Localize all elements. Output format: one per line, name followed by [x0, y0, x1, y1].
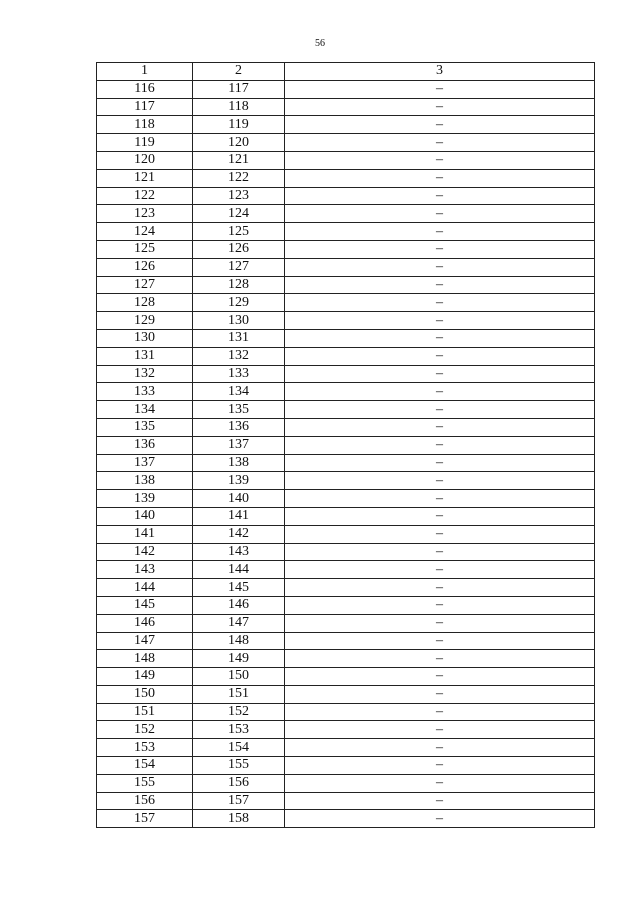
table-cell-col-1: 135 [97, 418, 193, 436]
table-cell-col-3: – [285, 525, 595, 543]
table-cell-col-3: – [285, 543, 595, 561]
table-cell-col-2: 131 [193, 329, 285, 347]
table-cell-col-3: – [285, 579, 595, 597]
table-row [97, 650, 595, 668]
column-header-2: 2 [193, 63, 285, 81]
table-cell-col-2: 145 [193, 579, 285, 597]
table-cell-col-2: 137 [193, 436, 285, 454]
table-cell-col-2: 138 [193, 454, 285, 472]
column-header-3: 3 [285, 63, 595, 81]
table-cell-col-3: – [285, 721, 595, 739]
table-row [97, 757, 595, 775]
table-cell-col-1: 130 [97, 329, 193, 347]
table-cell-col-1: 132 [97, 365, 193, 383]
table-cell-col-3: – [285, 810, 595, 828]
table-cell-col-2: 142 [193, 525, 285, 543]
table-cell-col-1: 133 [97, 383, 193, 401]
table-cell-col-1: 140 [97, 507, 193, 525]
table-row [97, 525, 595, 543]
table-row [97, 543, 595, 561]
table-cell-col-1: 146 [97, 614, 193, 632]
table-cell-col-2: 144 [193, 561, 285, 579]
table-cell-col-2: 122 [193, 169, 285, 187]
table-cell-col-1: 123 [97, 205, 193, 223]
table-row [97, 561, 595, 579]
data-table [96, 62, 595, 828]
table-cell-col-2: 156 [193, 774, 285, 792]
table-cell-col-3: – [285, 490, 595, 508]
table-cell-col-1: 117 [97, 98, 193, 116]
table-cell-col-1: 137 [97, 454, 193, 472]
table-cell-col-2: 120 [193, 134, 285, 152]
table-row [97, 792, 595, 810]
table-row [97, 703, 595, 721]
table-cell-col-1: 134 [97, 401, 193, 419]
table-cell-col-3: – [285, 240, 595, 258]
table-cell-col-1: 150 [97, 685, 193, 703]
table-row [97, 187, 595, 205]
column-header-1: 1 [97, 63, 193, 81]
table-cell-col-2: 158 [193, 810, 285, 828]
table-row [97, 614, 595, 632]
table-cell-col-3: – [285, 792, 595, 810]
table-row [97, 258, 595, 276]
table-cell-col-3: – [285, 312, 595, 330]
table-cell-col-1: 148 [97, 650, 193, 668]
table-cell-col-3: – [285, 205, 595, 223]
table-row [97, 418, 595, 436]
table-row [97, 347, 595, 365]
table-cell-col-2: 136 [193, 418, 285, 436]
table-cell-col-2: 155 [193, 757, 285, 775]
table-cell-col-3: – [285, 98, 595, 116]
table-cell-col-2: 143 [193, 543, 285, 561]
table-row [97, 774, 595, 792]
page-number: 56 [315, 38, 325, 49]
table-row [97, 329, 595, 347]
table-cell-col-2: 154 [193, 739, 285, 757]
table-cell-col-3: – [285, 739, 595, 757]
table-cell-col-3: – [285, 614, 595, 632]
table-cell-col-2: 147 [193, 614, 285, 632]
table-cell-col-2: 127 [193, 258, 285, 276]
table-cell-col-1: 151 [97, 703, 193, 721]
table-cell-col-2: 128 [193, 276, 285, 294]
table-row [97, 490, 595, 508]
table-row [97, 134, 595, 152]
table-cell-col-1: 136 [97, 436, 193, 454]
table-row [97, 223, 595, 241]
table-row [97, 436, 595, 454]
table-cell-col-1: 138 [97, 472, 193, 490]
table-cell-col-1: 122 [97, 187, 193, 205]
table-cell-col-3: – [285, 436, 595, 454]
table-cell-col-2: 153 [193, 721, 285, 739]
table-cell-col-2: 123 [193, 187, 285, 205]
table-row [97, 205, 595, 223]
table-cell-col-2: 146 [193, 596, 285, 614]
table-cell-col-3: – [285, 418, 595, 436]
table-cell-col-3: – [285, 223, 595, 241]
table-cell-col-2: 141 [193, 507, 285, 525]
table-cell-col-3: – [285, 632, 595, 650]
table-row [97, 685, 595, 703]
table-cell-col-1: 129 [97, 312, 193, 330]
table-cell-col-3: – [285, 757, 595, 775]
table-cell-col-3: – [285, 347, 595, 365]
table-row [97, 383, 595, 401]
table-cell-col-3: – [285, 454, 595, 472]
table-cell-col-3: – [285, 276, 595, 294]
table-cell-col-1: 157 [97, 810, 193, 828]
table-row [97, 739, 595, 757]
table-cell-col-1: 126 [97, 258, 193, 276]
table-row [97, 276, 595, 294]
table-row [97, 721, 595, 739]
table-cell-col-1: 116 [97, 80, 193, 98]
table-row [97, 579, 595, 597]
table-cell-col-3: – [285, 294, 595, 312]
table-cell-col-3: – [285, 561, 595, 579]
table-cell-col-3: – [285, 383, 595, 401]
table-row [97, 632, 595, 650]
table-cell-col-2: 124 [193, 205, 285, 223]
table-cell-col-3: – [285, 650, 595, 668]
table-row [97, 294, 595, 312]
table-cell-col-1: 152 [97, 721, 193, 739]
table-cell-col-1: 131 [97, 347, 193, 365]
table-cell-col-2: 135 [193, 401, 285, 419]
table-row [97, 169, 595, 187]
table-row [97, 365, 595, 383]
table-cell-col-3: – [285, 703, 595, 721]
table-cell-col-1: 145 [97, 596, 193, 614]
table-cell-col-2: 151 [193, 685, 285, 703]
table-cell-col-2: 132 [193, 347, 285, 365]
table-cell-col-2: 130 [193, 312, 285, 330]
table-cell-col-2: 134 [193, 383, 285, 401]
table-cell-col-2: 139 [193, 472, 285, 490]
table-cell-col-1: 141 [97, 525, 193, 543]
table-cell-col-1: 149 [97, 668, 193, 686]
table-cell-col-2: 121 [193, 151, 285, 169]
table-cell-col-1: 120 [97, 151, 193, 169]
table-cell-col-2: 140 [193, 490, 285, 508]
table-cell-col-3: – [285, 472, 595, 490]
table-cell-col-2: 119 [193, 116, 285, 134]
table-row [97, 668, 595, 686]
table-cell-col-3: – [285, 116, 595, 134]
table-row [97, 596, 595, 614]
table-cell-col-3: – [285, 169, 595, 187]
table-cell-col-1: 128 [97, 294, 193, 312]
table-row [97, 810, 595, 828]
table-cell-col-1: 155 [97, 774, 193, 792]
table-cell-col-3: – [285, 80, 595, 98]
table-cell-col-3: – [285, 365, 595, 383]
table-cell-col-2: 126 [193, 240, 285, 258]
table-cell-col-2: 117 [193, 80, 285, 98]
table-row [97, 312, 595, 330]
table-cell-col-1: 156 [97, 792, 193, 810]
table-cell-col-3: – [285, 401, 595, 419]
table-cell-col-1: 118 [97, 116, 193, 134]
table-cell-col-1: 154 [97, 757, 193, 775]
table-cell-col-2: 150 [193, 668, 285, 686]
table-cell-col-1: 124 [97, 223, 193, 241]
table-cell-col-2: 148 [193, 632, 285, 650]
table-cell-col-1: 119 [97, 134, 193, 152]
table-cell-col-2: 129 [193, 294, 285, 312]
table-cell-col-1: 153 [97, 739, 193, 757]
table-cell-col-3: – [285, 134, 595, 152]
table-cell-col-3: – [285, 507, 595, 525]
table-header-row [97, 63, 595, 81]
table-cell-col-2: 152 [193, 703, 285, 721]
table-cell-col-2: 133 [193, 365, 285, 383]
table-cell-col-1: 143 [97, 561, 193, 579]
table-row [97, 116, 595, 134]
table-cell-col-1: 142 [97, 543, 193, 561]
table-cell-col-1: 125 [97, 240, 193, 258]
table-cell-col-2: 149 [193, 650, 285, 668]
table-row [97, 401, 595, 419]
table-cell-col-3: – [285, 329, 595, 347]
table-cell-col-1: 144 [97, 579, 193, 597]
table-row [97, 472, 595, 490]
table-row [97, 98, 595, 116]
table-cell-col-1: 147 [97, 632, 193, 650]
table-cell-col-1: 121 [97, 169, 193, 187]
table-cell-col-2: 157 [193, 792, 285, 810]
table-cell-col-1: 127 [97, 276, 193, 294]
table-row [97, 240, 595, 258]
table-cell-col-3: – [285, 685, 595, 703]
table-body [97, 80, 595, 827]
table-cell-col-3: – [285, 151, 595, 169]
table-row [97, 151, 595, 169]
table-cell-col-1: 139 [97, 490, 193, 508]
table-row [97, 454, 595, 472]
table-row [97, 80, 595, 98]
table-cell-col-3: – [285, 596, 595, 614]
table-cell-col-3: – [285, 187, 595, 205]
table-cell-col-3: – [285, 668, 595, 686]
table-row [97, 507, 595, 525]
table-cell-col-2: 118 [193, 98, 285, 116]
table-cell-col-3: – [285, 774, 595, 792]
table-cell-col-3: – [285, 258, 595, 276]
table-cell-col-2: 125 [193, 223, 285, 241]
